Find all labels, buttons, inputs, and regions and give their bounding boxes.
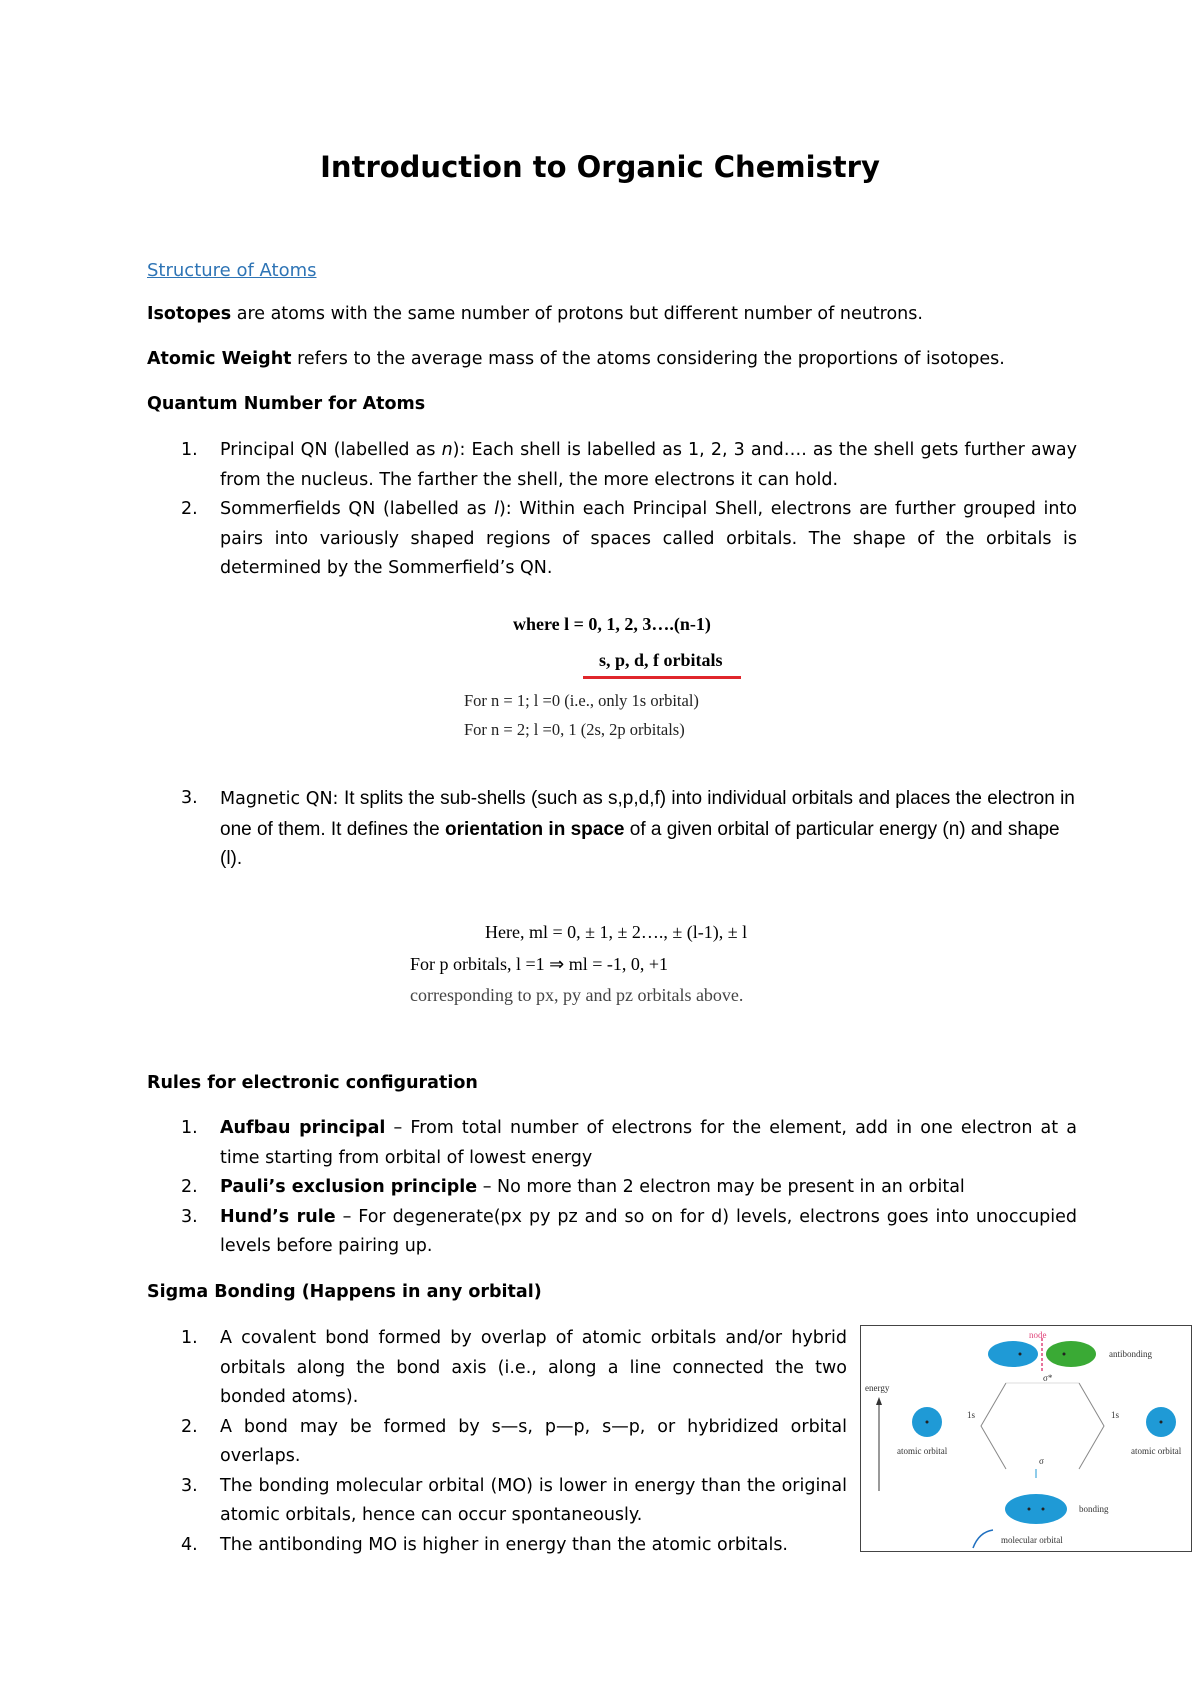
correlation-left (981, 1383, 1006, 1469)
sigma-list (147, 1324, 847, 1560)
node-label: node (1029, 1330, 1047, 1340)
list-item (147, 1203, 1077, 1262)
antibonding-left-lobe (988, 1341, 1038, 1367)
nucleus-dot (1042, 1508, 1045, 1511)
list-number: 2. (181, 499, 198, 519)
atomic-weight-term: Atomic Weight (147, 349, 292, 369)
pointer-arrow-icon (973, 1530, 993, 1548)
rule-text: – For degenerate(px py pz and so on for d) levels, electrons goes into unoccupied levels before pairing up. (220, 1206, 1078, 1256)
list-item (147, 1531, 847, 1561)
bonding-orbital (1005, 1494, 1067, 1524)
mo-diagram-svg (861, 1326, 1191, 1551)
magnetic-text-end: of a given orbital of particular energy (n) and shape (l). (220, 818, 1060, 869)
atomic-weight-text: refers to the average mass of the atoms considering the proportions of isotopes. (291, 349, 1005, 369)
list-item (147, 436, 1077, 495)
nucleus-dot (1063, 1353, 1066, 1356)
list-number: 4. (181, 1534, 198, 1555)
variable-l: l (494, 499, 499, 519)
1s-right-label: 1s (1111, 1410, 1120, 1420)
correlation-right (1079, 1383, 1104, 1469)
formula-here-ml: Here, ml = 0, ± 1, ± 2…., ± (l-1), ± l (485, 922, 748, 942)
nucleus-dot (926, 1421, 929, 1424)
list-number: 2. (181, 1416, 198, 1437)
isotopes-text: are atoms with the same number of protons but different number of neutrons. (231, 304, 923, 324)
bonding-label: bonding (1079, 1504, 1109, 1514)
formula-where-l: where l = 0, 1, 2, 3….(n-1) (513, 614, 711, 634)
nucleus-dot (1019, 1353, 1022, 1356)
rule-term: Aufbau principal (220, 1118, 386, 1138)
list-item (147, 1472, 847, 1531)
variable-n: n (441, 440, 453, 460)
magnetic-text: It splits the sub-shells (such as s,p,d,f) into individual orbitals and places the electron in one of them. It defines the (220, 788, 1075, 840)
list-number: 3. (181, 1475, 198, 1496)
page-title: Introduction to Organic Chemistry (320, 150, 880, 184)
1s-left-label: 1s (967, 1410, 976, 1420)
list-text: The bonding molecular orbital (MO) is lower in energy than the original atomic orbitals, hence can occur spontaneously. (220, 1475, 847, 1525)
rules-list (147, 1114, 1077, 1262)
molecular-orbital-label: molecular orbital (1001, 1535, 1063, 1545)
list-item (147, 1324, 847, 1413)
list-number: 1. (181, 1328, 198, 1348)
atomic-orbital-right-label: atomic orbital (1131, 1446, 1182, 1456)
formula-n2: For n = 2; l =0, 1 (2s, 2p orbitals) (464, 720, 685, 739)
list-item (147, 1114, 1077, 1173)
nucleus-dot (1028, 1508, 1031, 1511)
antibonding-label: antibonding (1109, 1349, 1152, 1359)
formula-p-orbitals: For p orbitals, l =1 ⇒ ml = -1, 0, +1 (410, 954, 669, 974)
antibonding-right-lobe (1046, 1341, 1096, 1367)
rule-text: – From total number of electrons for the element, add in one electron at a time starting from orbital of lowest energy (220, 1118, 1077, 1168)
formula-n1: For n = 1; l =0 (i.e., only 1s orbital) (464, 691, 699, 710)
sigma-label: σ (1039, 1456, 1044, 1466)
list-text: A covalent bond formed by overlap of atomic orbitals and/or hybrid orbitals along the bond axis (i.e., along a line connected the two bonded atoms). (220, 1328, 847, 1407)
formula-orbitals: s, p, d, f orbitals (599, 650, 723, 670)
list-item (147, 495, 1077, 584)
rule-term: Hund’s rule (220, 1206, 336, 1227)
atomic-orbital-left-label: atomic orbital (897, 1446, 948, 1456)
red-underline (583, 676, 741, 679)
list-number: 3. (181, 788, 198, 808)
list-text: ): Within each Principal Shell, electrons are further grouped into pairs into variously shaped regions of spaces called orbitals. The shape of the orbitals is determined by the Sommerfield’s QN. (220, 499, 1078, 578)
quantum-number-heading: Quantum Number for Atoms (147, 394, 426, 414)
rule-term: Pauli’s exclusion principle (220, 1177, 478, 1197)
list-item (147, 1413, 847, 1472)
sigma-heading: Sigma Bonding (Happens in any orbital) (147, 1282, 542, 1302)
orientation-bold: orientation in space (444, 818, 625, 840)
list-number: 1. (181, 1118, 198, 1138)
sigma-star-label: σ* (1043, 1373, 1053, 1383)
list-text: The antibonding MO is higher in energy than the atomic orbitals. (220, 1534, 788, 1555)
list-item (147, 784, 1077, 874)
list-text: Principal QN (labelled as (220, 440, 442, 460)
quantum-number-list (147, 436, 1077, 584)
magnetic-lead: Magnetic QN: (220, 789, 345, 809)
isotopes-term: Isotopes (147, 304, 232, 324)
rule-text: – No more than 2 electron may be present in an orbital (477, 1177, 965, 1197)
magnetic-qn-list (147, 784, 1077, 874)
energy-label: energy (865, 1383, 890, 1393)
list-text: Sommerfields QN (labelled as (220, 499, 495, 519)
list-number: 2. (181, 1177, 198, 1197)
isotopes-paragraph (147, 304, 923, 324)
energy-arrow-icon (876, 1397, 882, 1405)
list-number: 1. (181, 440, 198, 460)
nucleus-dot (1160, 1421, 1163, 1424)
structure-of-atoms-heading[interactable]: Structure of Atoms (147, 260, 317, 281)
list-item (147, 1173, 1077, 1203)
molecular-orbital-diagram (860, 1325, 1192, 1552)
list-text: A bond may be formed by s—s, p—p, s—p, or hybridized orbital overlaps. (220, 1416, 847, 1466)
atomic-weight-paragraph (147, 349, 1005, 369)
formula-corresponding: corresponding to px, py and pz orbitals above. (410, 985, 744, 1005)
list-number: 3. (181, 1206, 198, 1227)
list-text: ): Each shell is labelled as 1, 2, 3 and…. as the shell gets further away from the nucleus. The farther the shell, the more electrons it can hold. (220, 440, 1077, 490)
rules-heading: Rules for electronic configuration (147, 1073, 478, 1093)
